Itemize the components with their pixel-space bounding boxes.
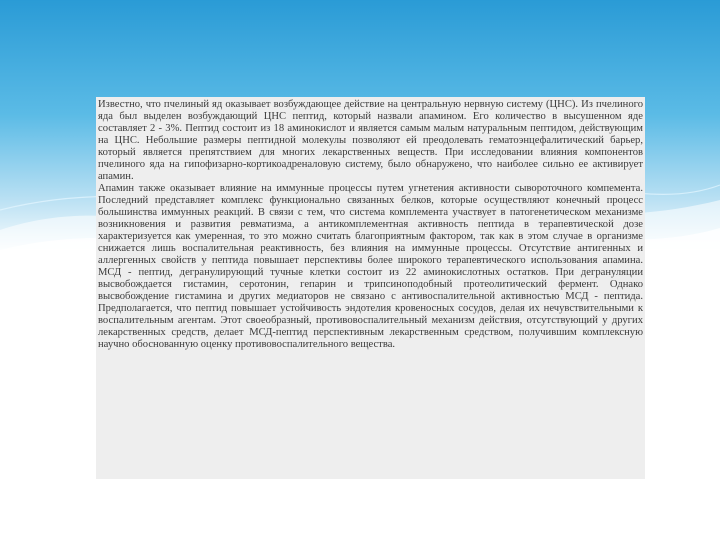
- text-box: [96, 97, 645, 479]
- paragraph-apamin: Известно, что пчелиный яд оказывает возбуждающее действие на центральную нервную систему (ЦНС). Из пчелиного яда был выделен возбуждающий ЦНС пептид, который назвали апамином. Его количество в высушенном яде составляет 2 - 3%. Пептид состоит из 18 аминокислот и является самым малым натуральным пептидом, действующим на ЦНС. Небольшие размеры пептидной молекулы позволяют ей преодолевать гематоэнцефалитический барьер, который является препятствием для многих лекарственных веществ. При исследовании влияния компонентов пчелиного яда на гипофизарно-кортикоадреналовую систему, было обнаружено, что наиболее сильно ее активирует апамин.: [98, 99, 643, 182]
- paragraph-immune: Апамин также оказывает влияние на иммунные процессы путем угнетения активности сывороточного компемента. Последний представляет комплекс функционально связанных белков, которые осуществляют конечный процесс большинства иммунных реакций. В связи с тем, что система комплемента участвует в патогенетическом механизме возникновения и развития ревматизма, а антикомплементная активность пептида в терапевтической дозе характеризуется как умеренная, то это можно считать благоприятным фактором, так как в этом случае в организме снижается лишь воспалительная реактивность, без влияния на иммунные процессы. Отсутствие антигенных и аллергенных свойств у пептида повышает перспективы более широкого терапевтического использования апамина.: [98, 183, 643, 266]
- paragraph-mcd-peptide: МСД - пептид, дегранулирующий тучные клетки состоит из 22 аминокислотных остатков. При дегрануляции высвобождается гистамин, серотонин, гепарин и трипсиноподобный протеолитический фермент. Однако высвобождение гистамина и других медиаторов не связано с антивоспалительной активностью МСД - пептида. Предполагается, что пептид повышает устойчивость эндотелия кровеносных сосудов, делая их нечувствительными к воспалительным агентам. Этот своеобразный, противовоспалительный механизм действия, отсутствующий у других лекарственных средств, делает МСД-пептид перспективным лекарственным средством, получившим комплексную научно обоснованную оценку противовоспалительного вещества.: [98, 267, 643, 350]
